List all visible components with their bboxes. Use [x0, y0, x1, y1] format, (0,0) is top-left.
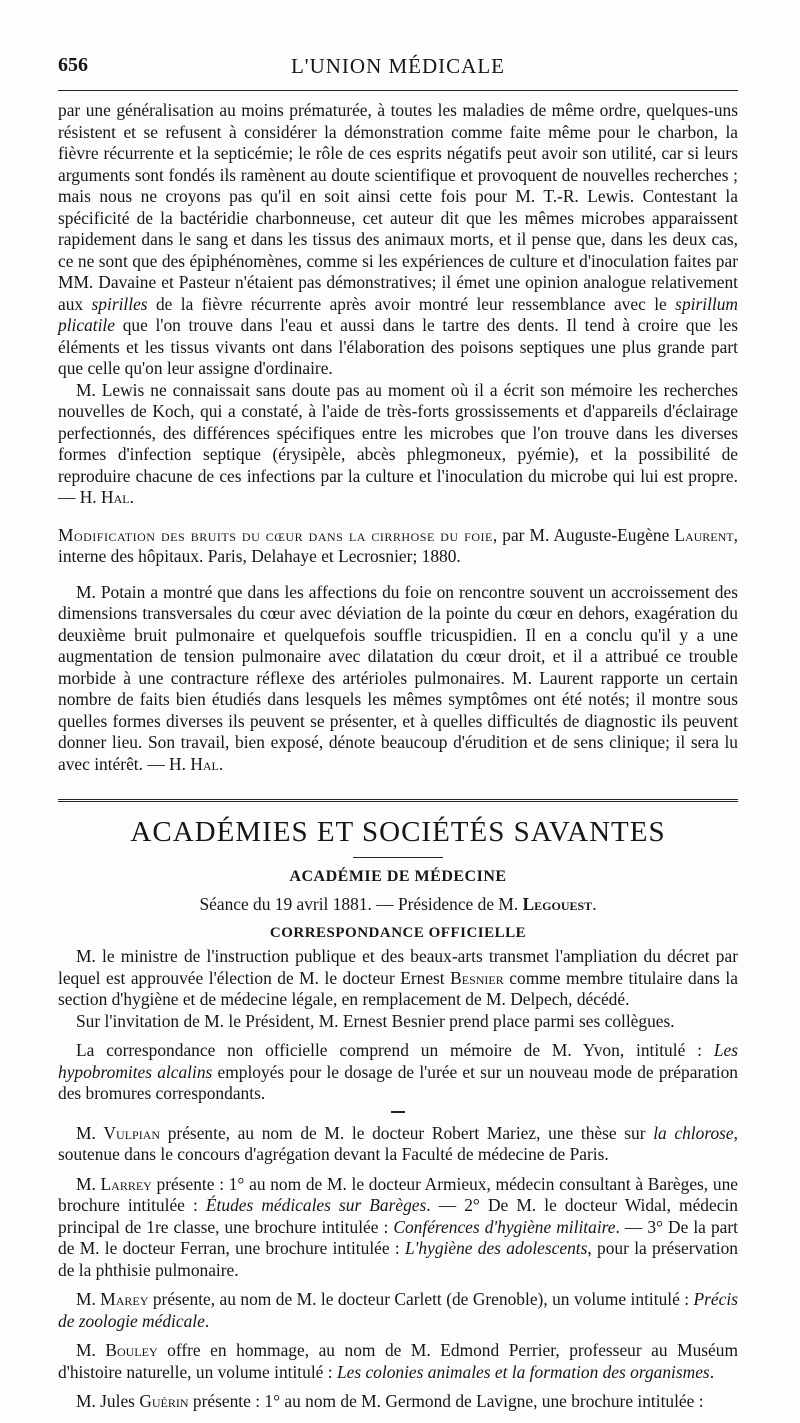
p9-name: Marey: [100, 1289, 149, 1309]
p10-name: Bouley: [105, 1340, 158, 1360]
paragraph-guerin: [58, 1391, 738, 1413]
p7-text-b: présente, au nom de M. le docteur Robert Mariez, une thèse sur: [167, 1122, 646, 1143]
p8-text-c: . — 2° De M. le docteur Widal, médecin principal de 1re classe, une brochure intitulée :: [58, 1195, 738, 1237]
p11-text-b: présente : 1° au nom de M. Germond de Lavigne, une brochure intitulée :: [192, 1391, 704, 1411]
seance-end: .: [592, 894, 597, 914]
p10-text-a: M.: [76, 1340, 96, 1360]
journal-title: L'UNION MÉDICALE: [290, 54, 505, 78]
header-rule: [58, 90, 738, 91]
spacer: [58, 1332, 738, 1340]
p8-italic-2: Conférences d'hygiène militaire: [393, 1216, 616, 1237]
biblio-by: , par M. Auguste-Eugène: [492, 524, 670, 545]
p4-text-a: M. le ministre de l'instruction publique et des beaux-arts transmet l'ampliation du décret par lequel est approuvée l'élection de M. le docteur Ernest: [58, 946, 738, 988]
paragraph-separator: [391, 1111, 405, 1113]
paragraph-lewis-intro: [58, 100, 738, 380]
paragraph-larrey: [58, 1174, 738, 1282]
correspondance-heading: CORRESPONDANCE OFFICIELLE: [269, 925, 527, 941]
seance-line: [58, 894, 738, 915]
spacer: [58, 568, 738, 582]
section-double-rule: [58, 799, 738, 802]
section-subtitle: ACADÉMIE DE MÉDECINE: [289, 868, 507, 885]
paragraph-potain: [58, 582, 738, 776]
section-title: ACADÉMIES ET SOCIÉTÉS SAVANTES: [130, 816, 666, 848]
p10-italic: Les colonies animales et la formation des organismes: [336, 1361, 710, 1382]
running-header: [58, 54, 738, 80]
p7-italic: la chlorose: [653, 1122, 734, 1143]
p4-text-b: comme membre titulaire dans la section d'hygiène et de médecine légale, en remplacement de M. Delpech, décédé.: [58, 967, 738, 1009]
paragraph-invitation: Sur l'invitation de M. le Président, M. Ernest Besnier prend place parmi ses collègues.: [76, 1010, 675, 1031]
p1-text-2: de la fièvre récurrente après avoir montré leur ressemblance avec le: [155, 293, 667, 314]
section-short-rule: [353, 857, 443, 858]
p2-text: M. Lewis ne connaissait sans doute pas au moment où il a écrit son mémoire les recherches nouvelles de Koch, qui a constaté, à l'aide de très-forts grossissements et d'appareils d'éclairage perfectionnés, des différences spécifiques entre les microbes que l'on trouve dans les diverses formes d'infection septique (érysipèle, abcès phlegmoneux, pyémie), et la possibilité de reproduire chacune de ces infections par la culture et l'inoculation du microbe qui lui est propre. — H.: [58, 379, 738, 507]
p7-name: Vulpian: [103, 1122, 161, 1143]
paragraph-lewis-koch: [58, 380, 738, 509]
seance-text: Séance du 19 avril 1881. — Présidence de M.: [199, 894, 519, 914]
spacer: [58, 1032, 738, 1040]
p7-text-c: , soutenue dans le concours d'agrégation devant la Faculté de médecine de Paris.: [58, 1122, 738, 1164]
p6-text-b: employés pour le dosage de l'urée et sur un nouveau mode de préparation des bromures correspondants.: [58, 1061, 739, 1103]
p3-text: M. Potain a montré que dans les affections du foie on rencontre souvent un accroissement des dimensions transversales du cœur avec déviation de la pointe du cœur en dehors, exagération du deuxième bruit pulmonaire et quelquefois souffle tricuspidien. Il en a conclu qu'il y a une augmentation de tension pulmonaire avec dilatation du cœur droit, et il a attribué ce trouble morbide à une contracture réflexe des artérioles pulmonaires. M. Laurent rapporte un certain nombre de faits bien étudiés dans lesquels les mêmes symptômes ont été notés; il montre sous quelles formes diverses ils peuvent se présenter, et à quelles difficultés de diagnostic ils peuvent donner lieu. Son travail, bien exposé, dénote beaucoup d'érudition et de sens clinique; il sera lu avec intérêt. — H.: [58, 581, 738, 774]
bibliography-entry: [58, 525, 738, 568]
p7-text-a: M.: [76, 1122, 96, 1143]
p9-text-c: .: [204, 1310, 210, 1331]
p8-italic-1: Études médicales sur Barèges: [205, 1195, 427, 1215]
p9-text-a: M.: [76, 1289, 96, 1309]
p2-signature: Hal.: [101, 487, 134, 507]
p1-italic-spirillum: spirillum plicatile: [58, 293, 738, 335]
p1-text-3: que l'on trouve dans l'eau et aussi dans le tartre des dents. Il tend à croire que les éléments et les tissus vivants ont dans l'élaboration des poisons septiques une plus grande part que celle qu'on leur assigne d'ordinaire.: [58, 315, 738, 378]
paragraph-ministre: [58, 946, 738, 1011]
p10-text-b: offre en hommage, au nom de M. Edmond Perrier, professeur au Muséum d'histoire naturelle, un volume intitulé :: [58, 1340, 738, 1382]
paragraph-vulpian: [58, 1123, 738, 1166]
spacer: [58, 1281, 738, 1289]
p8-text-d: . — 3° De la part de M. le docteur Ferran, une brochure intitulée :: [58, 1216, 738, 1258]
seance-president: Legouest: [522, 894, 593, 914]
p4-name: Besnier: [450, 967, 504, 988]
p3-signature: Hal.: [190, 753, 224, 774]
p9-text-b: présente, au nom de M. le docteur Carlett (de Grenoble), un volume intitulé :: [152, 1289, 690, 1309]
p8-text-e: , pour la préservation de la phthisie pulmonaire.: [58, 1238, 738, 1280]
spacer: [58, 1166, 738, 1174]
paragraph-marey: [58, 1289, 738, 1332]
p1-text: par une généralisation au moins prématurée, à toutes les maladies de même ordre, quelques-uns résistent et se refusent à considérer la démonstration comme faite même pour le charbon, la fièvre récurrente et la septicémie; le rôle de ces esprits négatifs peut avoir son utilité, car si leurs arguments sont fondés ils ramènent au doute scientifique et provoquent de nouvelles recherches ; mais nous ne croyons pas qu'il en soit ainsi cette fois pour M. T.-R. Lewis. Contestant la spécificité de la bactéridie charbonneuse, cet auteur dit que les mêmes microbes apparaissent rapidement dans le sang et dans les tissus des animaux morts, et il pense que, dans les deux cas, ce ne sont que des épiphénomènes, comme si les expériences de culture et d'inoculation faites par MM. Davaine et Pasteur n'étaient pas démonstratives; il émet une opinion analogue relativement aux: [58, 100, 738, 314]
biblio-title: Modification des bruits du cœur dans la cirrhose du foie: [58, 524, 493, 545]
biblio-author: Laurent: [674, 524, 734, 545]
p8-name: Larrey: [100, 1173, 152, 1194]
page-number: 656: [58, 54, 88, 76]
p9-italic: Précis de zoologie médicale: [58, 1289, 738, 1331]
p11-text-a: M. Jules: [76, 1391, 135, 1411]
p8-text-a: M.: [76, 1173, 96, 1194]
spacer: [58, 1383, 738, 1391]
page-body: [58, 100, 738, 1413]
p6-text-a: La correspondance non officielle comprend un mémoire de M. Yvon, intitulé :: [76, 1040, 702, 1060]
p11-name: Guérin: [139, 1391, 189, 1411]
p6-italic: Les hypobromites alcalins: [58, 1040, 738, 1082]
p1-italic-spirilles: spirilles: [91, 293, 148, 314]
p8-text-b: présente : 1° au nom de M. le docteur Armieux, médecin consultant à Barèges, une brochure intitulée :: [58, 1173, 738, 1215]
paragraph-bouley: [58, 1340, 738, 1383]
p10-text-c: .: [709, 1361, 715, 1382]
paragraph-correspondance: [58, 1040, 738, 1105]
biblio-rest: , interne des hôpitaux. Paris, Delahaye et Lecrosnier; 1880.: [58, 524, 738, 566]
p8-italic-3: L'hygiène des adolescents: [405, 1238, 588, 1258]
